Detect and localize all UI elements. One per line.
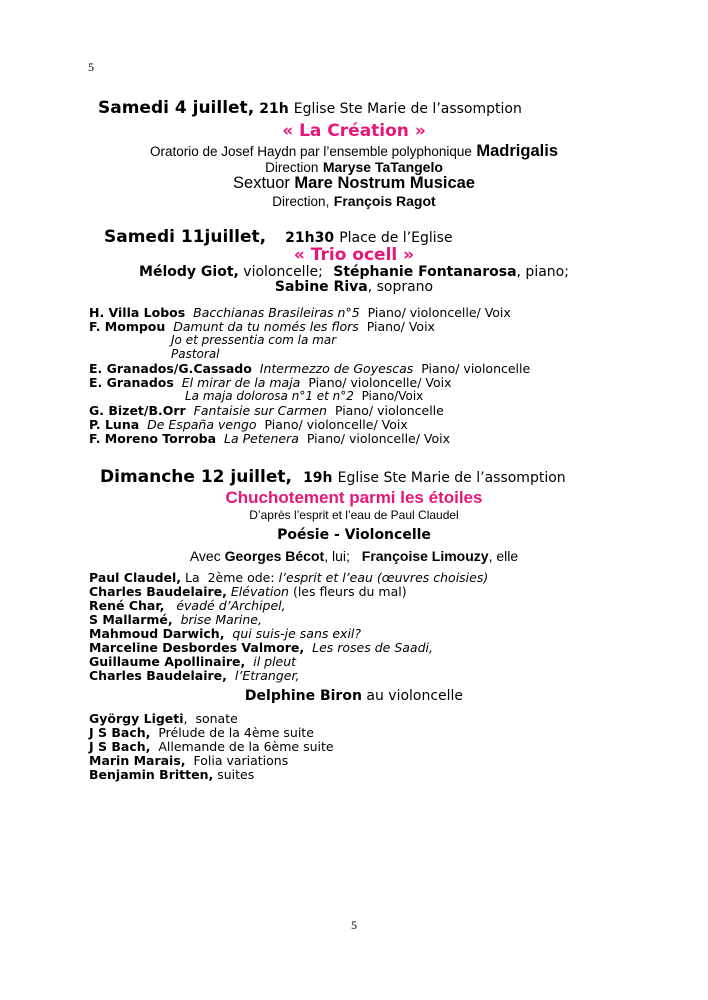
event1-header [98,98,522,118]
program-row: P. Luna De España vengo Piano/ violoncelle/ Voix [89,417,408,432]
page-number-top: 5 [88,60,94,74]
cello-heading: Delphine Biron au violoncelle [244,688,464,704]
event1-line4: Direction, François Ragot [272,193,436,209]
event1-place: Eglise Ste Marie de l’assomption [293,101,522,117]
event2-performers-line2: Sabine Riva, soprano [274,279,434,295]
program-row: F. Mompou Damunt da tu només les flors Piano/ Voix [89,319,435,334]
poem-row: Guillaume Apollinaire, il pleut [89,654,297,669]
event1-line2: Direction Maryse TaTangelo [265,159,443,175]
event3-performers: Avec Georges Bécot, lui; Françoise Limouzy, elle [189,548,519,564]
program-row: G. Bizet/B.Orr Fantaisie sur Carmen Piano/ violoncelle [89,403,444,418]
program-row: E. Granados/G.Cassado Intermezzo de Goyescas Piano/ violoncelle [89,361,531,376]
event2-day: Samedi 11juillet, [104,227,267,247]
event3-subtitle: D’après l’esprit et l’eau de Paul Claudel [249,508,459,522]
event3-genre: Poésie - Violoncelle [277,527,431,543]
event1-line3: Sextuor Mare Nostrum Musicae [233,174,475,192]
cello-program-row: J S Bach, Prélude de la 4ème suite [89,725,314,740]
cello-program-row: Benjamin Britten, suites [89,767,255,782]
program-row: La maja dolorosa n°1 et n°2 Piano/Voix [185,389,424,403]
event3-title: Chuchotement parmi les étoiles [225,488,483,507]
poem-row: René Char, évadé d’Archipel, [89,598,286,613]
poem-row: S Mallarmé, brise Marine, [89,612,262,627]
poem-row: Marceline Desbordes Valmore, Les roses de Saadi, [89,640,433,655]
event2-place: Place de l’Eglise [339,230,453,246]
program-row: H. Villa Lobos Bacchianas Brasileiras n°5 Piano/ violoncelle/ Voix [89,305,511,320]
program-row: Jo et pressentia com la mar [171,333,337,347]
cello-program-row: György Ligeti, sonate [89,711,238,726]
event3-day: Dimanche 12 juillet, [100,467,292,487]
poem-row: Paul Claudel, La 2ème ode: l’esprit et l’eau (œuvres choisies) [89,570,489,585]
cello-program-row: Marin Marais, Folia variations [89,753,289,768]
event1-time: 21h [259,101,289,117]
page-number-bottom: 5 [351,918,357,932]
event3-time: 19h [303,470,333,486]
program-row: E. Granados El mirar de la maja Piano/ violoncelle/ Voix [89,375,452,390]
program-row: Pastoral [171,347,220,361]
poem-row: Mahmoud Darwich, qui suis-je sans exil? [89,626,362,641]
event1-title: « La Création » [282,121,426,141]
event1-day: Samedi 4 juillet, [98,98,255,118]
poem-row: Charles Baudelaire, l’Etranger, [89,668,300,683]
event2-header [104,227,453,247]
event1-line1: Oratorio de Josef Haydn par l’ensemble polyphonique Madrigalis [149,142,558,160]
event2-performers-line1: Mélody Giot, violoncelle; Stéphanie Fontanarosa, piano; [139,264,569,280]
event2-time: 21h30 [285,230,335,246]
program-row: F. Moreno Torroba La Petenera Piano/ violoncelle/ Voix [89,431,451,446]
event3-place: Eglise Ste Marie de l’assomption [337,470,566,486]
event2-title: « Trio ocell » [293,245,415,265]
event3-header [100,467,566,487]
cello-program-row: J S Bach, Allemande de la 6ème suite [89,739,334,754]
poem-row: Charles Baudelaire, Elévation (les fleurs du mal) [89,584,407,599]
